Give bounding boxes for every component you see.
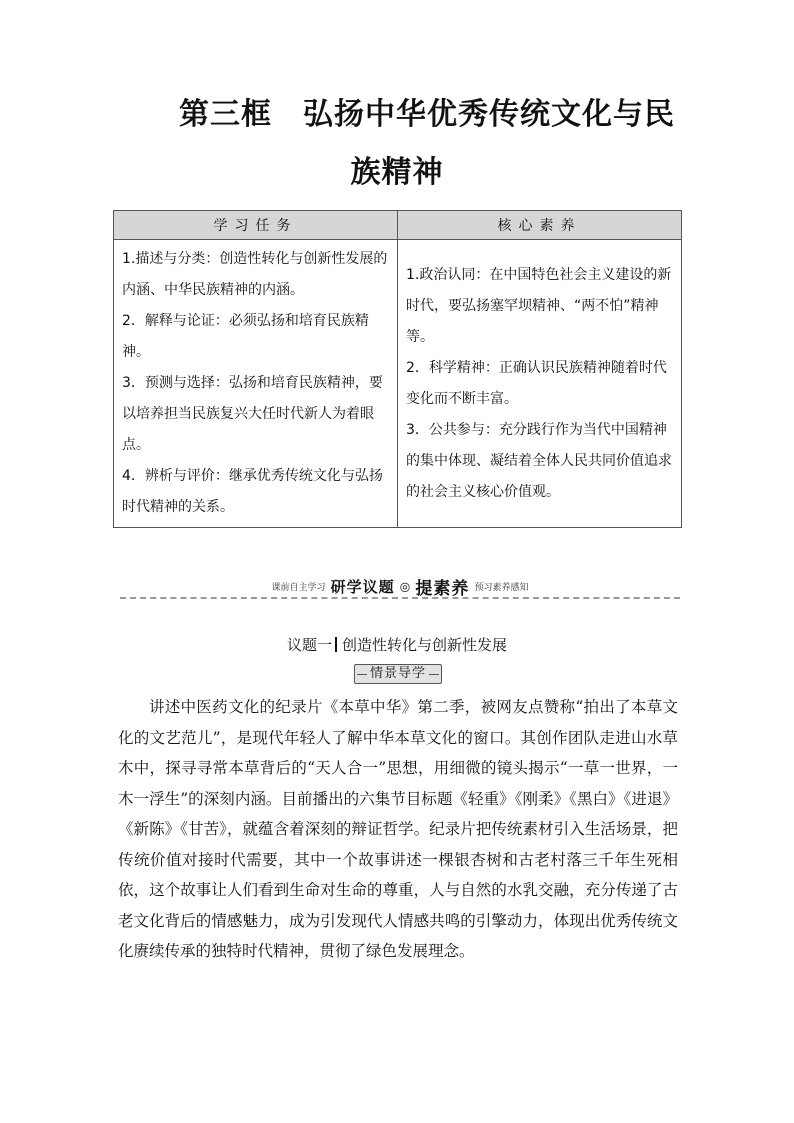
banner-divider — [120, 597, 680, 599]
learning-task-item: 4．辨析与评价：继承优秀传统文化与弘扬时代精神的关系。 — [122, 468, 383, 515]
core-competencies-cell — [398, 240, 682, 528]
learning-goals-table — [113, 210, 682, 528]
topic-title: 创造性转化与创新性发展 — [342, 636, 508, 654]
learning-task-item: 1.描述与分类：创造性转化与创新性发展的内涵、中华民族精神的内涵。 — [122, 251, 388, 298]
competency-item: 2．科学精神：正确认识民族精神随着时代变化而不断丰富。 — [406, 359, 667, 407]
page-title-line-2: 族精神 — [350, 155, 444, 190]
banner-right-caption: 预习素养感知 — [474, 583, 529, 593]
competency-item: 1.政治认同：在中国特色社会主义建设的新时代，要弘扬塞罕坝精神、“两不怕”精神等。 — [406, 266, 672, 345]
learning-task-item: 2．解释与论证：必须弘扬和培育民族精神。 — [122, 313, 369, 360]
topic-label: 议题一 — [286, 636, 332, 654]
topic-heading — [0, 634, 794, 655]
page-title-line-1: 第三框 弘扬中华优秀传统文化与民 — [179, 97, 675, 132]
section-tag — [354, 664, 442, 684]
tag-left-dash — [357, 674, 367, 675]
learning-tasks-cell — [114, 240, 398, 528]
learning-task-item: 3．预测与选择：弘扬和培育民族精神，要以培养担当民族复兴大任时代新人为着眼点。 — [122, 375, 383, 453]
section-tag-label: 情景导学 — [369, 666, 426, 681]
banner-left-title: 研学议题 — [330, 578, 395, 596]
scenario-paragraph: 讲述中医药文化的纪录片《本草中华》第二季，被网友点赞称“拍出了本草文化的文艺范儿”，是现代年轻人了解中华本草文化的窗口。其创作团队走进山水草木中，探寻寻常本草背后的“天人合一”思想，用细微的镜头揭示“一草一世界，一木一浮生”的深刻内涵。目前播出的六集节目标题《轻重》《刚柔》《黑白》《进退》《新陈》《甘苦》，就蕴含着深刻的辩证哲学。纪录片把传统素材引入生活场景，把传统价值对接时代需要，其中一个故事讲述一棵银杏树和古老村落三千年生死相依，这个故事让人们看到生命对生命的尊重，人与自然的水乳交融，充分传递了古老文化背后的情感魅力，成为引发现代人情感共鸣的引擎动力，体现出优秀传统文化赓续传承的独特时代精神，贯彻了绿色发展理念。 — [118, 698, 678, 960]
competency-item: 3．公共参与：充分践行作为当代中国精神的集中体现、凝结着全体人民共同价值追求的社会主义核心价值观。 — [406, 421, 672, 500]
topic-divider — [335, 637, 337, 652]
section-banner — [120, 574, 680, 600]
tag-right-dash — [429, 674, 439, 675]
banner-left-caption: 课前自主学习 — [271, 583, 326, 593]
header-core-competencies: 核心素养 — [398, 211, 682, 240]
banner-separator-icon: ◎ — [399, 579, 411, 594]
banner-right-title: 提素养 — [415, 579, 470, 599]
header-learning-tasks: 学习任务 — [114, 211, 398, 240]
